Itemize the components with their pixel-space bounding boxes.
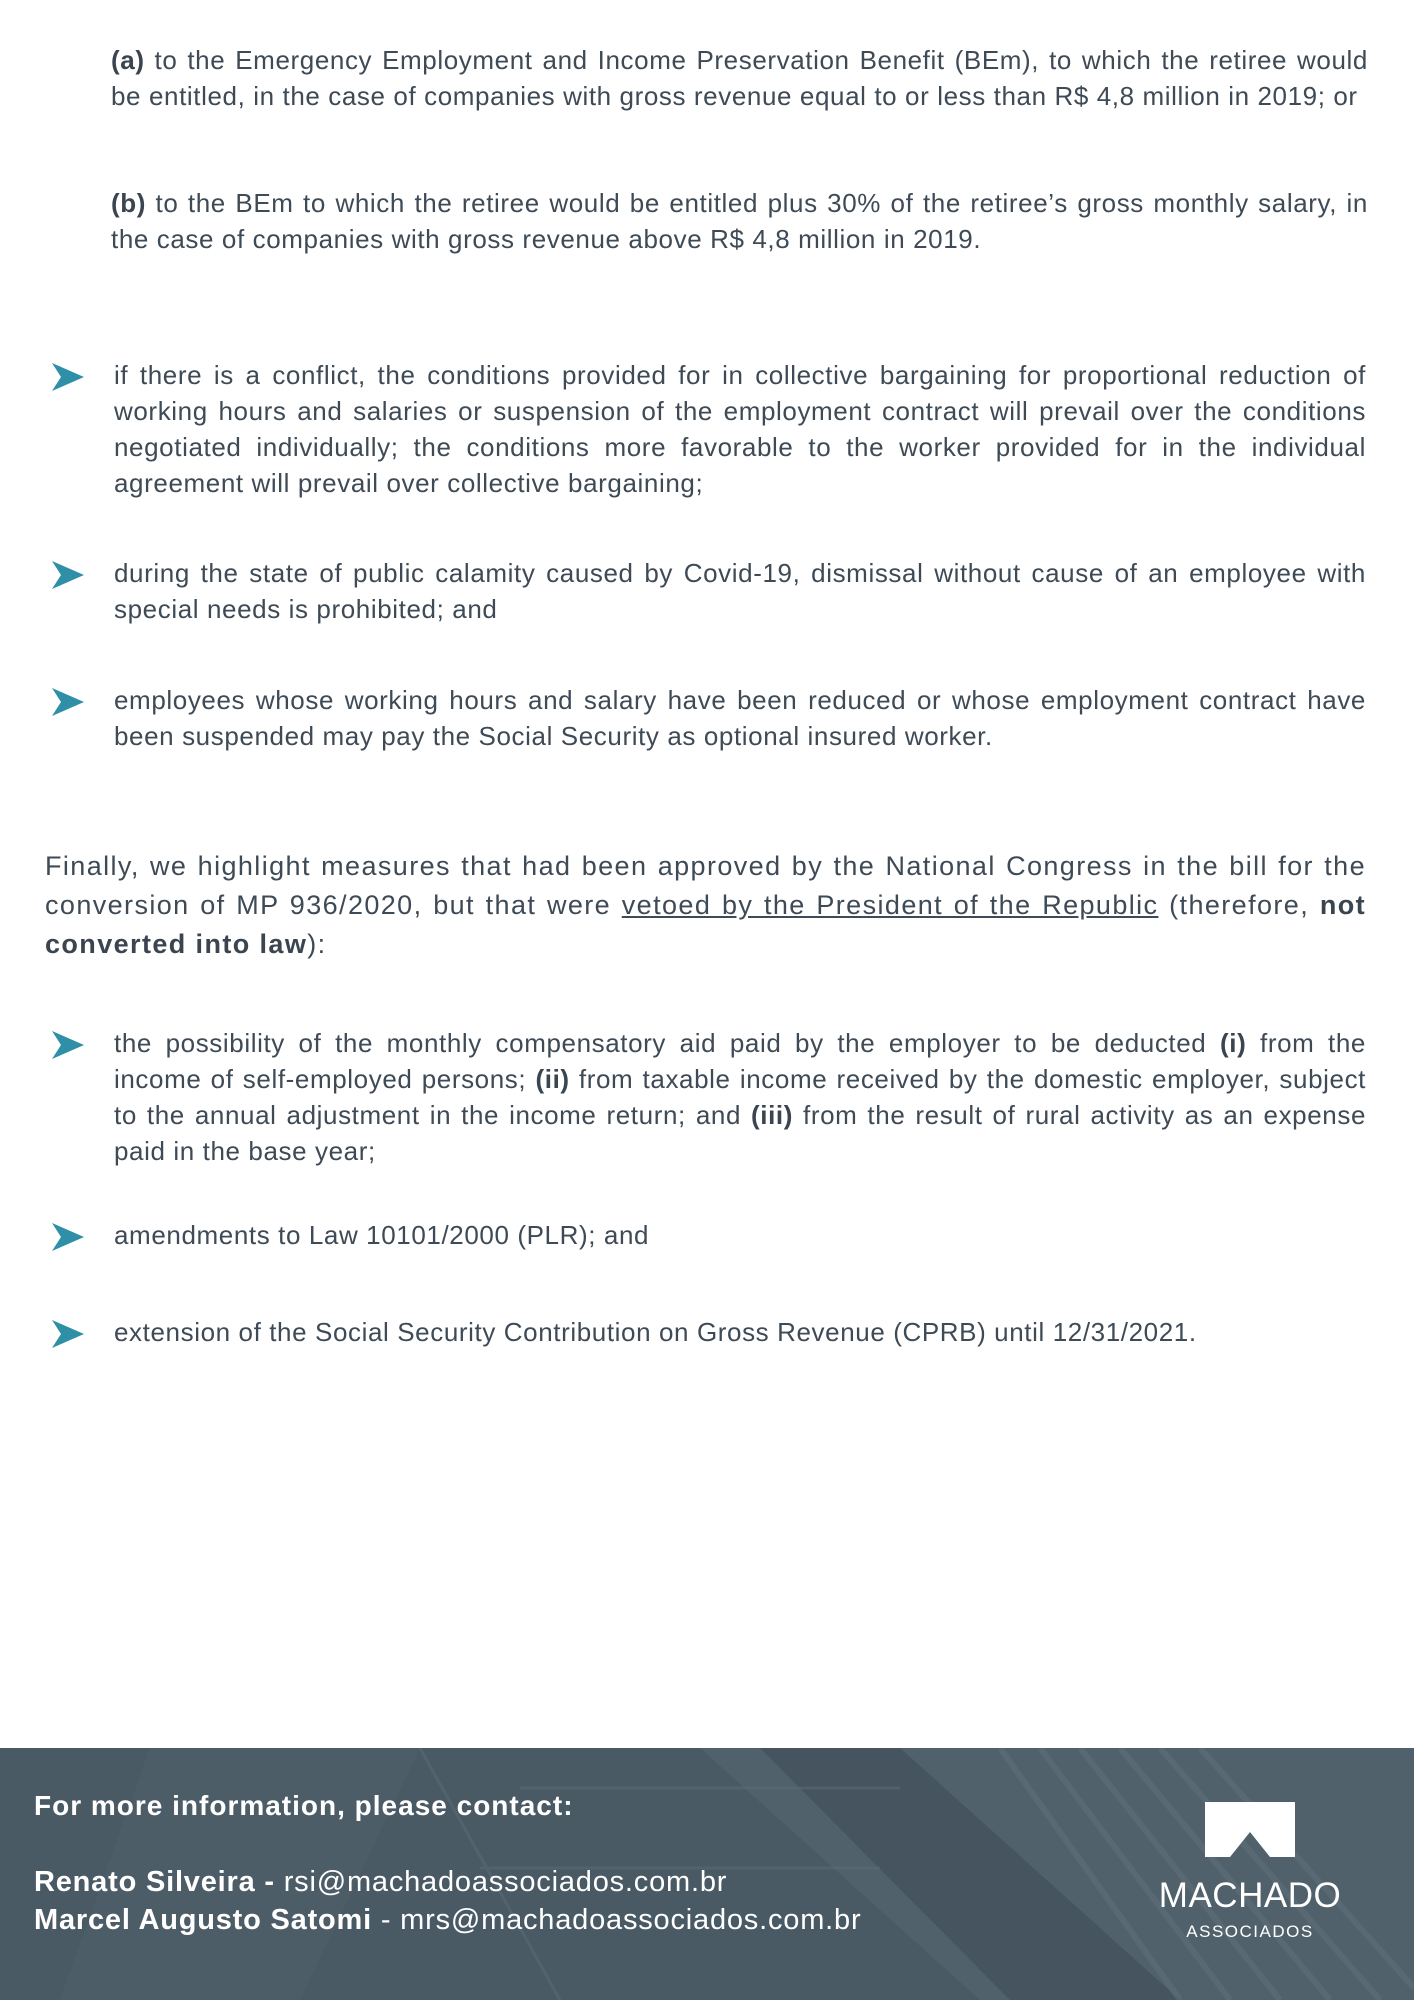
- contact-separator: -: [372, 1904, 401, 1936]
- bullet-text: employees whose working hours and salary have been reduced or whose employment contract have been suspended may pay the Social Security as optional insured worker.: [114, 685, 1366, 751]
- deduction-text-3: from taxable income received by the domestic employer, subject to the annual adjustment in the income return; and: [114, 1064, 1366, 1130]
- arrow-bullet-icon: [52, 1031, 84, 1059]
- finally-text-1: Finally, we highlight measures that had been approved by the National Congress in the bill for the conversion of MP 936/2020, but that were: [45, 851, 1366, 920]
- contact-email[interactable]: rsi@machadoassociados.com.br: [283, 1866, 728, 1898]
- arrow-bullet-icon: [52, 688, 84, 716]
- bullet-text: amendments to Law 10101/2000 (PLR); and: [114, 1220, 650, 1250]
- bullet-text: if there is a conflict, the conditions provided for in collective bargaining for proportional reduction of working hours and salaries or suspension of the employment contract will prevail over the conditions negotiated individually; the conditions more favorable to the worker provided for in the individual agreement will prevail over collective bargaining;: [114, 360, 1366, 498]
- logo-subtitle: ASSOCIADOS: [1186, 1922, 1314, 1941]
- item-b: [111, 185, 1368, 257]
- deduction-bold-iii: (iii): [751, 1100, 794, 1130]
- bullet-text: during the state of public calamity caused by Covid-19, dismissal without cause of an employee with special needs is prohibited; and: [114, 558, 1366, 624]
- arrow-bullet-icon: [52, 1320, 84, 1348]
- finally-paragraph: [45, 847, 1366, 964]
- vetoed-link-text: vetoed by the President of the Republic: [621, 890, 1159, 920]
- contact-marcel: [34, 1904, 861, 1937]
- contact-separator: -: [255, 1866, 284, 1898]
- item-a: [111, 42, 1368, 114]
- item-a-label: (a): [111, 45, 145, 75]
- deduction-bold-ii: (ii): [535, 1064, 570, 1094]
- deduction-text-2: from the income of self-employed persons;: [114, 1028, 1366, 1094]
- arrow-bullet-icon: [52, 363, 84, 391]
- bullet-text: [114, 1025, 1366, 1169]
- deduction-text-1: the possibility of the monthly compensatory aid paid by the employer to be deducted: [114, 1028, 1221, 1058]
- deduction-bold-i: (i): [1220, 1028, 1247, 1058]
- finally-text-2: (therefore,: [1158, 890, 1320, 920]
- finally-text-3: ):: [307, 929, 327, 959]
- item-a-text: to the Emergency Employment and Income Preservation Benefit (BEm), to which the retiree would be entitled, in the case of companies with gross revenue equal to or less than R$ 4,8 million in 2019; or: [111, 45, 1368, 111]
- contact-renato: [34, 1866, 727, 1899]
- contact-email[interactable]: mrs@machadoassociados.com.br: [400, 1904, 862, 1936]
- contact-name: Renato Silveira: [34, 1866, 256, 1898]
- bullet-text: extension of the Social Security Contribution on Gross Revenue (CPRB) until 12/31/2021.: [114, 1317, 1197, 1347]
- contact-heading: For more information, please contact:: [34, 1790, 574, 1821]
- item-b-label: (b): [111, 188, 146, 218]
- deduction-text-4: from the result of rural activity as an expense paid in the base year;: [114, 1100, 1367, 1166]
- arrow-bullet-icon: [52, 561, 84, 589]
- finally-bold: not converted into law: [45, 890, 1366, 959]
- arrow-bullet-icon: [52, 1223, 84, 1251]
- contact-name: Marcel Augusto Satomi: [34, 1904, 372, 1936]
- item-b-text: to the BEm to which the retiree would be entitled plus 30% of the retiree’s gross monthly salary, in the case of companies with gross revenue above R$ 4,8 million in 2019.: [111, 188, 1368, 254]
- contact-footer: [0, 1748, 1414, 2000]
- logo-name: MACHADO: [1158, 1876, 1342, 1915]
